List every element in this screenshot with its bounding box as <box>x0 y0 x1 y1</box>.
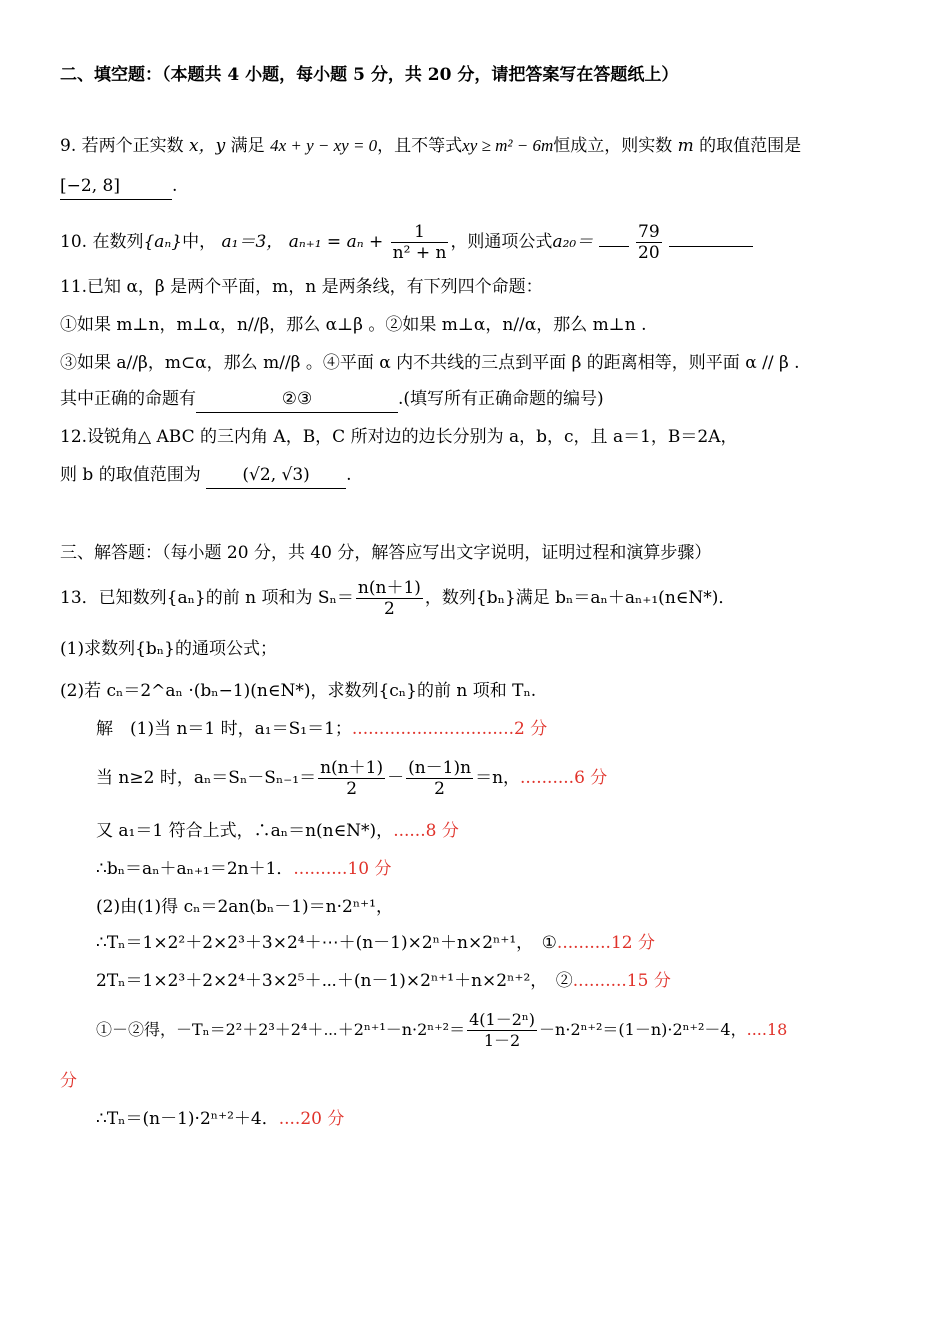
q13-stem-fraction <box>356 578 423 619</box>
q13-step6-text: ∴Tₙ＝1×2²＋2×2³＋3×2⁴＋⋯＋(n－1)×2ⁿ＋n×2ⁿ⁺¹， ① <box>96 933 557 953</box>
q13-step4 <box>96 856 900 882</box>
q13-stem-post: ，数列{bₙ}满足 bₙ＝aₙ＋aₙ₊₁(n∈N*)． <box>424 588 736 608</box>
q10-sequence: {aₙ} <box>143 232 183 252</box>
q13-step8-fraction <box>467 1010 537 1051</box>
q9-text4: 恒成立，则实数 <box>553 136 673 156</box>
q13-stem-pre: 13．已知数列{aₙ}的前 n 项和为 Sₙ＝ <box>60 588 354 608</box>
q9-answer: [−2, 8] <box>60 173 172 200</box>
q10-recurrence-fraction <box>391 222 449 263</box>
q10-rec-denominator: n² + n <box>392 243 447 263</box>
q13-step1-score: ..............................2 分 <box>351 719 548 739</box>
q13-step5: (2)由(1)得 cₙ＝2an(bₙ－1)＝n·2ⁿ⁺¹， <box>96 897 393 917</box>
q10-number: 10. <box>60 232 88 252</box>
q13-step2-score: ..........6 分 <box>520 768 608 788</box>
q13-stem-denominator: 2 <box>384 599 395 619</box>
q11-line4-pre: 其中正确的命题有 <box>60 389 196 409</box>
q13-step8-denominator: 1－2 <box>483 1031 521 1050</box>
q10-answer-denominator: 20 <box>638 243 660 263</box>
q13-part1: (1)求数列{bₙ}的通项公式； <box>60 639 277 659</box>
q13-step2-post: ＝n， <box>475 768 521 788</box>
q13-step7-score: ..........15 分 <box>572 971 671 991</box>
q11-line3: ③如果 a//β，m⊂α，那么 m//β 。④平面 α 内不共线的三点到平面 β 的距离相等，则平面 α // β . <box>60 353 800 373</box>
q10-line <box>60 222 900 263</box>
q10-text3: ，则通项公式 <box>450 232 553 252</box>
q12-line2-pre: 则 b 的取值范围为 <box>60 465 201 485</box>
q13-step4-text: ∴bₙ＝aₙ＋aₙ₊₁＝2n＋1． <box>96 859 294 879</box>
q9-line1 <box>60 133 900 159</box>
q10-a20: a₂₀＝ <box>552 232 594 252</box>
q9-text2: 满足 <box>230 136 265 156</box>
q11-line1: 11.已知 α，β 是两个平面，m，n 是两条线，有下列四个命题： <box>60 277 543 297</box>
q9-inequality: xy ≥ m² − 6m <box>462 136 554 155</box>
q13-step6-score: ..........12 分 <box>556 933 655 953</box>
q13-step7-text: 2Tₙ＝1×2³＋2×2⁴＋3×2⁵＋⋯＋(n－1)×2ⁿ⁺¹＋n×2ⁿ⁺²， ② <box>96 971 573 991</box>
q10-blank-left <box>599 246 629 247</box>
q11-line4 <box>60 386 900 413</box>
q10-answer-numerator: 79 <box>638 222 660 242</box>
q12-line2 <box>60 462 900 489</box>
q10-blank-right <box>669 246 753 247</box>
q9-end: . <box>172 176 178 196</box>
q13-step4-score: ..........10 分 <box>293 859 392 879</box>
q13-step8-post: －n·2ⁿ⁺²＝(1－n)·2ⁿ⁺²－4， <box>539 1020 747 1039</box>
q10-text1: 在数列 <box>92 232 144 252</box>
q11-line2: ①如果 m⊥n，m⊥α，n//β，那么 α⊥β 。②如果 m⊥α，n//α，那么 m⊥n . <box>60 315 647 335</box>
q13-step8 <box>96 1008 900 1052</box>
q13-step2-f2-numerator: (n－1)n <box>408 758 472 778</box>
q9-number: 9. <box>60 136 77 156</box>
q11-line4-post: .(填写所有正确命题的编号) <box>398 389 604 409</box>
q13-step1 <box>96 716 900 742</box>
q13-step2-f2-denominator: 2 <box>434 779 445 799</box>
q10-text2: 中， <box>182 232 217 252</box>
q13-part2: (2)若 cₙ＝2^aₙ ·(bₙ−1)(n∈N*)，求数列{cₙ}的前 n 项和 Tₙ. <box>60 681 537 701</box>
q13-stem <box>60 576 900 620</box>
q9-text3: ，且不等式 <box>377 136 463 156</box>
section2-title: 二、填空题：（本题共 4 小题，每小题 5 分，共 20 分，请把答案写在答题纸上） <box>60 65 679 85</box>
q13-step3 <box>96 818 900 844</box>
q11-answer: ②③ <box>196 386 398 413</box>
q10-rec-numerator: 1 <box>391 222 449 243</box>
q13-step9 <box>96 1106 900 1132</box>
q9-text1: 若两个正实数 <box>81 136 184 156</box>
q13-step1-text: 解 (1)当 n＝1 时，a₁＝S₁＝1； <box>96 719 352 739</box>
q10-answer-fraction <box>636 222 662 263</box>
q13-stem-numerator: n(n＋1) <box>357 578 421 598</box>
q13-step2 <box>96 756 900 800</box>
q13-step9-score: ....20 分 <box>278 1109 345 1129</box>
q9-m: m <box>677 136 694 156</box>
q13-step6 <box>96 930 900 956</box>
q13-step8-score: ....18 <box>746 1020 788 1039</box>
q9-vars: x，y <box>189 136 226 156</box>
q13-step3-text: 又 a₁＝1 符合上式，∴aₙ＝n(n∈N*)， <box>96 821 394 841</box>
q9-text5: 的取值范围是 <box>699 136 802 156</box>
q13-step2-f1-numerator: n(n＋1) <box>320 758 384 778</box>
q9-equation: 4x + y − xy = 0 <box>270 136 378 155</box>
q13-step3-score: ......8 分 <box>393 821 459 841</box>
q13-step2-minus: － <box>387 768 405 788</box>
q13-step7 <box>96 968 900 994</box>
q12-answer: (√2, √3) <box>206 462 346 489</box>
q10-recurrence: aₙ₊₁ = aₙ + <box>288 232 384 252</box>
q12-line1: 12.设锐角△ ABC 的三内角 A，B，C 所对边的边长分别为 a，b，c，且 a＝1，B＝2A， <box>60 427 738 447</box>
section3-title: 三、解答题：（每小题 20 分，共 40 分，解答应写出文字说明，证明过程和演算步骤） <box>60 543 712 563</box>
q13-step9-text: ∴Tₙ＝(n－1)·2ⁿ⁺²＋4． <box>96 1109 279 1129</box>
q13-step2-pre: 当 n≥2 时，aₙ＝Sₙ－Sₙ₋₁＝ <box>96 768 317 788</box>
q13-step2-fraction1 <box>318 758 385 799</box>
q13-step8-pre: ①－②得，－Tₙ＝2²＋2³＋2⁴＋⋯＋2ⁿ⁺¹－n·2ⁿ⁺²＝ <box>96 1020 466 1039</box>
q9-line2 <box>60 173 900 200</box>
q10-a1: a₁＝3， <box>221 232 284 252</box>
q13-step8-score-unit: 分 <box>60 1071 77 1091</box>
q13-step2-f1-denominator: 2 <box>346 779 358 799</box>
q12-end: . <box>346 465 352 485</box>
q13-step8-numerator: 4(1－2ⁿ) <box>469 1010 536 1029</box>
q13-step2-fraction2 <box>406 758 473 799</box>
